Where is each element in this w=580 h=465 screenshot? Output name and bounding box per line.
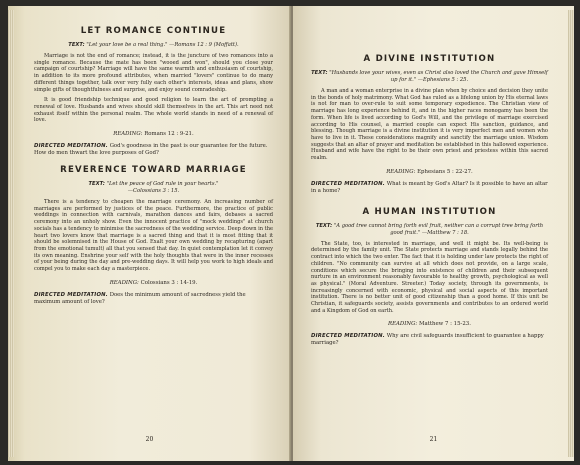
section-title: A DIVINE INSTITUTION (363, 54, 496, 64)
directed-meditation (34, 143, 273, 157)
section-title: LET ROMANCE CONTINUE (80, 26, 227, 36)
left-page (8, 6, 291, 461)
directed-meditation (311, 181, 548, 195)
reading-reference: Matthew 7 : 15-23. (418, 321, 471, 328)
reading-label: READING: (109, 279, 139, 286)
reading-label: READING: (388, 321, 418, 328)
text-quote: "Let the peace of God rule in your hearts." (106, 181, 219, 188)
meditation-label: DIRECTED MEDITATION. (34, 143, 109, 150)
body-paragraph: It is good friendship technique and good religion to learn the art of prompting a renewal of love. Husbands and wives should skill themselves in the art. This art need not exhaust itself within the personal realm. The whole world stands in need of a renewal of love. (34, 97, 273, 124)
scripture-text (34, 181, 273, 195)
section-a-divine-institution (311, 54, 548, 195)
reading-reference: Romans 12 : 9-21. (144, 131, 194, 138)
directed-meditation (34, 292, 273, 306)
text-reference: —Romans 12 : 9 (Moffatt). (169, 42, 239, 48)
body-paragraph: Marriage is not the end of romance; instead, it is the juncture of two romances into a single romance. Because the mate has been "wooed and won", should you close your campaign of courtship? Marriage will have the same warmth and enthusiasm of courtship, in addition to its more profound attributes, when married "lovers" continue to do many different things together, talk over very fully each other's interests, ideas and plans, show simple gifts of thoughtfulness and surprise, and enjoy sound comradeship. (34, 53, 273, 93)
meditation-text: What is meant by God's Altar? Is it possible to have an altar in a home? (311, 180, 548, 194)
meditation-text: Why are civil safeguards insufficient to guarantee a happy marriage? (311, 333, 544, 347)
text-reference: —Ephesians 5 : 25. (417, 77, 469, 83)
scripture-text (311, 70, 548, 84)
text-quote: "Let your love be a real thing." (86, 42, 168, 48)
text-reference: —Colossians 3 : 15. (127, 188, 180, 195)
text-label: TEXT: (88, 181, 105, 188)
text-label: TEXT: (311, 70, 328, 76)
meditation-text: Does the minimum amount of sacredness yield the maximum amount of love? (34, 291, 246, 305)
section-a-human-institution (311, 207, 548, 348)
text-reference: —Matthew 7 : 18. (421, 229, 469, 236)
text-label: TEXT: (68, 42, 85, 48)
section-title: A HUMAN INSTITUTION (362, 206, 497, 217)
text-quote: "Husbands love your wives, even as Christ also loved the Church and gave Himself up for it." (329, 70, 548, 83)
page-number: 21 (429, 436, 438, 443)
reading-reference: Ephesians 5 : 22-27. (417, 168, 473, 175)
meditation-label: DIRECTED MEDITATION. (34, 291, 109, 298)
meditation-label: DIRECTED MEDITATION. (311, 180, 386, 187)
meditation-text: God's goodness in the past is our guarantee for the future. How do men thwart the love purposes of God? (34, 143, 268, 157)
reading-reference: Colossians 3 : 14-19. (140, 279, 198, 286)
reading-label: READING: (386, 168, 416, 175)
text-quote: "A good tree cannot bring forth evil fruit, neither can a corrupt tree bring forth good fruit." (333, 222, 544, 236)
page-edge (568, 10, 574, 457)
reading-label: READING: (113, 131, 143, 138)
body-paragraph: There is a tendency to cheapen the marriage ceremony. An increasing number of marriages are performed by justices of the peace. Furthermore, the practice of public weddings in connection with carnivals, marathon dances and fairs, debases a sacred ceremony into an unholy show. Even the innocent practice of "mock weddings" at church socials has a tendency to minimise the sacredness of the wedding service. Deep down in the heart two lovers know that marriage is a sacred thing and that it is most fitting that it should be solemnised in the House of God. Exalt your own wedding by recapturing (apart from the emotional tumult) all that you sensed that day. In quiet contemplation let it convey its own meaning. Enshrine your self with the holy thoughts that were in the inner recesses of your being during the day and pre-wedding days. It will help you work to high ideals and compel you to make each day a masterpiece. (34, 199, 273, 273)
page-number: 20 (145, 436, 154, 443)
section-reverence-toward-marriage (34, 165, 273, 306)
reading-line (311, 169, 548, 175)
reading-line (34, 280, 273, 286)
right-page (293, 6, 574, 461)
meditation-label: DIRECTED MEDITATION. (311, 333, 386, 340)
page-edge (8, 10, 14, 457)
open-book (8, 6, 574, 461)
body-paragraph: A man and a woman enterprise in a divine plan when by choice and decision they unite in the bonds of holy matrimony. What God has ruled as a lifelong union by His eternal laws is not for man to over-rule to suit some temporary expedience. The Christian view of marriage has long experience behind it, and in the higher races monogamy has been the form. When life is lived according to God's Will, and the privilege of marriage exercised according to His counsel, a married couple can expect His sanction, guidance, and blessing. Though marriage is a divine institution it is very imperfect men and women who have to live in it. These considerations magnify and sanctify the marriage union. Wisdom suggests that an altar of prayer and meditation be established in this hallowed experience. Husband and wife have the right to be their own priest and priestess within this sacred realm. (311, 88, 548, 162)
section-let-romance-continue (34, 26, 273, 157)
reading-line (311, 321, 548, 327)
reading-line (34, 131, 273, 137)
directed-meditation (311, 333, 548, 347)
text-label: TEXT: (315, 222, 333, 229)
body-paragraph: The State, too, is interested in marriage, and well it might be. Its well-being is determined by the family unit. The State protects marriage and stands legally behind the contract into which the two enter. The fact that it is holding under law protects the right of children. "No community can survive at all which does not provide, on a large scale, conditions which secure the bringing into existence of children and their subsequent nurture in an environment reasonably favourable to healthy growth, psychological as well as physical." (Moral Adventure. Streeter.) Today society, through its governments, is increasingly concerned with economic, physical and social aspects of this important institution. There is no better unit of good citizenship than a good home. If this unit be Christian, it safeguards society, assists governments and contributes to an ordered world and a Kingdom of God on earth. (311, 240, 548, 314)
section-title: REVERENCE TOWARD MARRIAGE (60, 165, 247, 176)
scripture-text (311, 223, 548, 237)
scripture-text (34, 42, 273, 49)
